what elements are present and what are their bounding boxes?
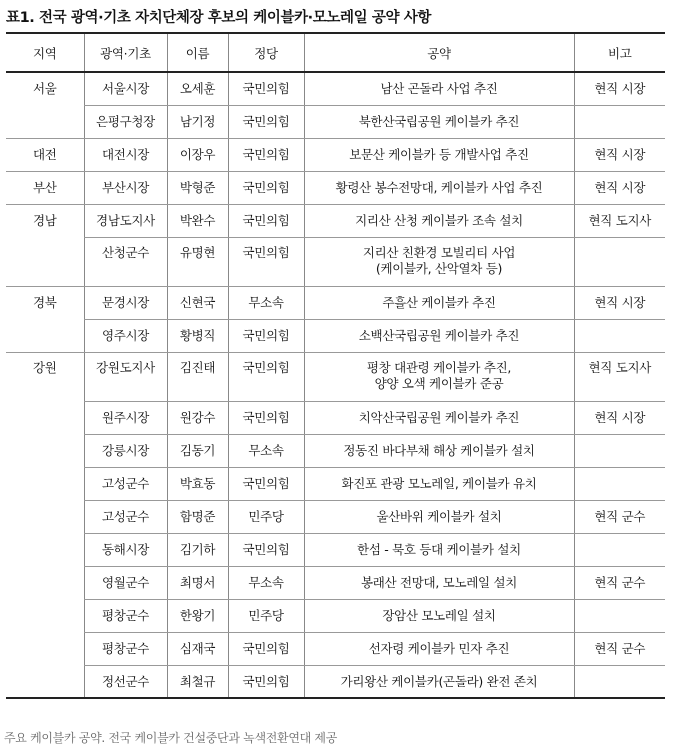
party-cell: 무소속 — [228, 434, 304, 467]
region-cell: 부산 — [6, 171, 84, 204]
office-cell: 원주시장 — [84, 401, 167, 434]
table-row — [6, 566, 665, 599]
pledge-cell — [304, 533, 574, 566]
pledge-cell — [304, 171, 574, 204]
table-row — [6, 319, 665, 352]
region-cell — [6, 665, 84, 698]
party-cell: 국민의힘 — [228, 533, 304, 566]
region-cell — [6, 566, 84, 599]
name-cell: 한왕기 — [167, 599, 228, 632]
party-cell: 국민의힘 — [228, 105, 304, 138]
pledge-line: 양양 오색 케이블카 준공 — [374, 375, 504, 391]
note-cell: 현직 도지사 — [574, 352, 665, 401]
pledge-line: 장암산 모노레일 설치 — [382, 607, 496, 623]
pledge-line: 남산 곤돌라 사업 추진 — [380, 81, 498, 96]
pledge-cell — [304, 352, 574, 401]
pledge-cell — [304, 467, 574, 500]
pledge-line: 북한산국립공원 케이블카 추진 — [358, 113, 520, 129]
region-cell — [6, 500, 84, 533]
pledge-line: 가리왕산 케이블카(곤돌라) 완전 존치 — [340, 673, 538, 689]
office-cell: 고성군수 — [84, 467, 167, 500]
party-cell: 국민의힘 — [228, 237, 304, 286]
table-row — [6, 171, 665, 204]
region-cell — [6, 319, 84, 352]
region-cell: 서울 — [32, 81, 57, 96]
pledge-table — [6, 32, 665, 699]
table-body — [6, 72, 665, 698]
note-cell — [574, 319, 665, 352]
table-row — [6, 533, 665, 566]
region-cell: 경북 — [32, 294, 57, 310]
party-cell: 민주당 — [228, 599, 304, 632]
party-cell: 국민의힘 — [228, 467, 304, 500]
name-cell: 최철규 — [167, 665, 228, 698]
pledge-cell — [304, 632, 574, 665]
table-row — [6, 138, 665, 171]
office-cell: 영주시장 — [84, 319, 167, 352]
party-cell: 국민의힘 — [228, 204, 304, 237]
region-cell: 강원 — [32, 359, 57, 375]
office-cell: 강릉시장 — [84, 434, 167, 467]
name-cell: 함명준 — [167, 500, 228, 533]
office-cell: 동해시장 — [84, 533, 167, 566]
pledge-line: 치악산국립공원 케이블카 추진 — [358, 409, 520, 425]
pledge-line: 지리산 친환경 모빌리티 사업 — [362, 244, 516, 260]
pledge-line: 울산바위 케이블카 설치 — [376, 508, 502, 524]
region-cell: 경남 — [32, 212, 57, 228]
pledge-line: 지리산 산청 케이블카 조속 설치 — [355, 212, 523, 228]
name-cell: 박완수 — [167, 204, 228, 237]
office-cell: 고성군수 — [84, 500, 167, 533]
pledge-cell — [304, 401, 574, 434]
region-cell — [6, 467, 84, 500]
pledge-line: 소백산국립공원 케이블카 추진 — [358, 327, 520, 343]
table-row — [6, 352, 665, 401]
header-party: 정당 — [228, 33, 304, 72]
pledge-cell — [304, 319, 574, 352]
note-cell: 현직 군수 — [574, 632, 665, 665]
pledge-cell — [304, 599, 574, 632]
name-cell: 오세훈 — [167, 72, 228, 105]
note-cell — [574, 467, 665, 500]
table-row — [6, 665, 665, 698]
pledge-line: 화진포 관광 모노레일, 케이블카 유치 — [341, 475, 537, 491]
pledge-line: 정동진 바다부채 해상 케이블카 설치 — [343, 442, 535, 458]
note-cell: 현직 시장 — [574, 286, 665, 319]
office-cell: 영월군수 — [84, 566, 167, 599]
office-cell: 산청군수 — [84, 237, 167, 286]
note-cell: 현직 군수 — [574, 566, 665, 599]
name-cell: 원강수 — [167, 401, 228, 434]
pledge-line: 한섬 - 묵호 등대 케이블카 설치 — [357, 541, 521, 557]
pledge-cell — [304, 665, 574, 698]
note-cell — [574, 237, 665, 286]
pledge-line: 봉래산 전망대, 모노레일 설치 — [361, 574, 517, 590]
table-row — [6, 632, 665, 665]
table-row — [6, 105, 665, 138]
table-row — [6, 434, 665, 467]
region-cell: 대전 — [6, 138, 84, 171]
note-cell — [574, 105, 665, 138]
note-cell — [574, 533, 665, 566]
pledge-cell — [304, 105, 574, 138]
table-row — [6, 467, 665, 500]
party-cell: 국민의힘 — [228, 72, 304, 105]
name-cell: 황병직 — [167, 319, 228, 352]
office-cell: 대전시장 — [84, 138, 167, 171]
region-cell — [6, 599, 84, 632]
note-cell: 현직 시장 — [574, 401, 665, 434]
note-cell: 현직 군수 — [574, 500, 665, 533]
name-cell: 유명현 — [167, 237, 228, 286]
name-cell: 김동기 — [167, 434, 228, 467]
table-row — [6, 204, 665, 237]
note-cell — [574, 434, 665, 467]
pledge-cell — [304, 204, 574, 237]
table-row — [6, 237, 665, 286]
table-title: 표1. 전국 광역·기초 자치단체장 후보의 케이블카·모노레일 공약 사항 — [6, 10, 431, 26]
header-name: 이름 — [167, 33, 228, 72]
table-row — [6, 599, 665, 632]
region-cell — [6, 533, 84, 566]
name-cell: 김기하 — [167, 533, 228, 566]
office-cell: 강원도지사 — [84, 352, 167, 401]
office-cell: 문경시장 — [84, 286, 167, 319]
table-row — [6, 401, 665, 434]
party-cell: 국민의힘 — [228, 401, 304, 434]
pledge-cell — [304, 237, 574, 286]
header-office: 광역·기초 — [84, 33, 167, 72]
party-cell: 민주당 — [228, 500, 304, 533]
pledge-line: 주흘산 케이블카 추진 — [382, 294, 496, 310]
table-row — [6, 286, 665, 319]
office-cell: 평창군수 — [84, 599, 167, 632]
name-cell: 박형준 — [167, 171, 228, 204]
office-cell: 경남도지사 — [84, 204, 167, 237]
party-cell: 무소속 — [228, 566, 304, 599]
header-pledge: 공약 — [304, 33, 574, 72]
office-cell: 평창군수 — [84, 632, 167, 665]
region-cell — [6, 105, 84, 138]
name-cell: 남기정 — [167, 105, 228, 138]
note-cell: 현직 시장 — [574, 72, 665, 105]
pledge-cell — [304, 434, 574, 467]
office-cell: 부산시장 — [84, 171, 167, 204]
pledge-cell — [304, 138, 574, 171]
name-cell: 김진태 — [167, 352, 228, 401]
name-cell: 이장우 — [167, 138, 228, 171]
name-cell: 신현국 — [167, 286, 228, 319]
pledge-cell — [304, 72, 574, 105]
header-region: 지역 — [6, 33, 84, 72]
pledge-line: (케이블카, 산악열차 등) — [375, 260, 503, 276]
party-cell: 무소속 — [228, 286, 304, 319]
region-cell — [6, 401, 84, 434]
pledge-line: 황령산 봉수전망대, 케이블카 사업 추진 — [335, 179, 543, 195]
region-cell — [6, 237, 84, 286]
party-cell: 국민의힘 — [228, 138, 304, 171]
party-cell: 국민의힘 — [228, 632, 304, 665]
party-cell: 국민의힘 — [228, 171, 304, 204]
table-row — [6, 72, 665, 105]
note-cell: 현직 도지사 — [574, 204, 665, 237]
region-cell — [6, 632, 84, 665]
pledge-line: 선자령 케이블카 민자 추진 — [368, 640, 510, 656]
name-cell: 심재국 — [167, 632, 228, 665]
pledge-line: 평창 대관령 케이블카 추진, — [366, 359, 512, 375]
pledge-cell — [304, 286, 574, 319]
pledge-line: 보문산 케이블카 등 개발사업 추진 — [349, 146, 529, 162]
header-note: 비고 — [574, 33, 665, 72]
note-cell: 현직 시장 — [574, 138, 665, 171]
office-cell: 서울시장 — [84, 72, 167, 105]
note-cell — [574, 665, 665, 698]
office-cell: 은평구청장 — [84, 105, 167, 138]
image-caption: 주요 케이블카 공약. 전국 케이블카 건설중단과 녹색전환연대 제공 — [4, 731, 338, 745]
office-cell: 정선군수 — [84, 665, 167, 698]
name-cell: 박효동 — [167, 467, 228, 500]
note-cell: 현직 시장 — [574, 171, 665, 204]
pledge-cell — [304, 500, 574, 533]
party-cell: 국민의힘 — [228, 352, 304, 401]
party-cell: 국민의힘 — [228, 665, 304, 698]
party-cell: 국민의힘 — [228, 319, 304, 352]
note-cell — [574, 599, 665, 632]
pledge-cell — [304, 566, 574, 599]
header-row — [6, 33, 665, 72]
table-row — [6, 500, 665, 533]
region-cell — [6, 434, 84, 467]
name-cell: 최명서 — [167, 566, 228, 599]
